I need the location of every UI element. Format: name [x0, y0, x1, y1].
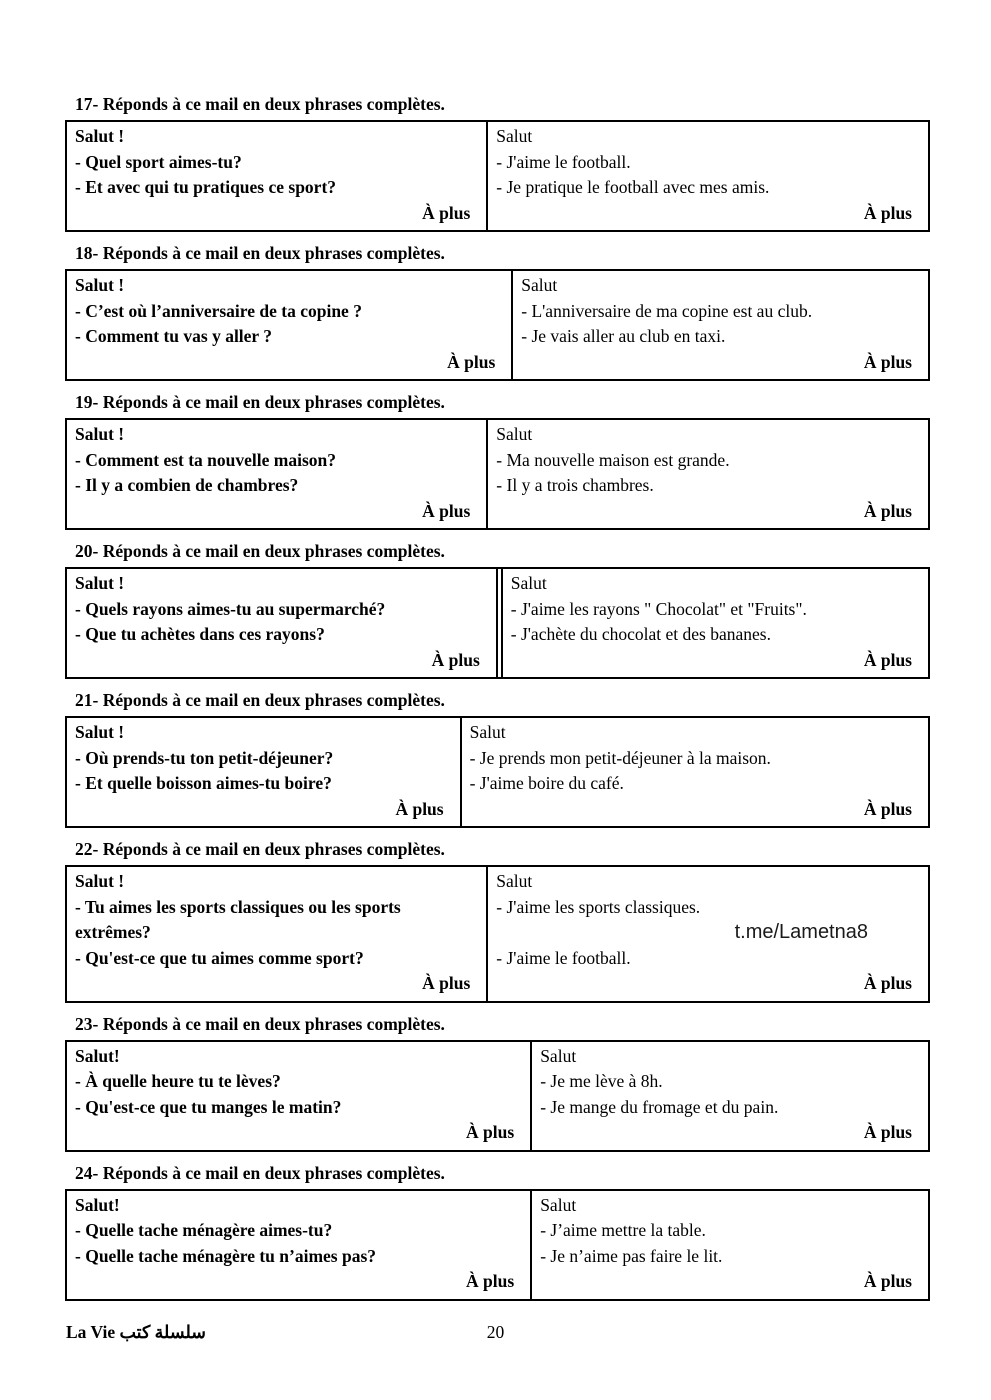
answer-line: - J'aime les rayons " Chocolat" et "Fruits".	[510, 598, 807, 619]
answer-line: - L'anniversaire de ma copine est au club.	[521, 300, 813, 321]
answer-line: - Je pratique le football avec mes amis.	[496, 177, 770, 197]
question-line: - Et quelle boisson aimes-tu boire?	[75, 773, 332, 793]
exercise-block	[65, 241, 930, 381]
answer-box	[530, 1042, 928, 1150]
exercise-block	[65, 390, 930, 530]
question-line: - Quelle tache ménagère tu n’aimes pas?	[75, 1245, 377, 1266]
answer-closing: À plus	[863, 1271, 912, 1291]
mail-table	[65, 418, 930, 530]
answer-closing: À plus	[863, 973, 912, 993]
answer-box	[486, 122, 928, 230]
answer-box	[486, 867, 928, 1001]
question-box	[67, 867, 486, 1001]
answer-line: - Ma nouvelle maison est grande.	[496, 449, 730, 470]
question-line: - À quelle heure tu te lèves?	[75, 1071, 281, 1091]
exercise-block	[65, 688, 930, 828]
answer-line: - Je prends mon petit-déjeuner à la maison.	[469, 747, 771, 768]
question-box	[67, 1042, 530, 1150]
question-line: - Qu'est-ce que tu manges le matin?	[75, 1096, 342, 1117]
answer-lines	[496, 895, 920, 972]
answer-line: - Il y a trois chambres.	[496, 475, 654, 495]
answer-line: - J'aime boire du café.	[469, 773, 624, 793]
exercise-block	[65, 837, 930, 1003]
answer-lines	[540, 1069, 920, 1120]
answer-greeting: Salut	[540, 1045, 577, 1066]
answer-line: - Je me lève à 8h.	[540, 1071, 663, 1091]
question-line: - Il y a combien de chambres?	[75, 475, 299, 495]
answer-box	[486, 420, 928, 528]
question-greeting: Salut!	[75, 1194, 120, 1215]
mail-table	[65, 1189, 930, 1301]
answer-line: - J'aime le football.	[496, 151, 631, 172]
question-box	[67, 1191, 530, 1299]
question-lines	[75, 895, 478, 972]
question-box	[67, 271, 511, 379]
answer-lines	[511, 597, 920, 648]
answer-closing: À plus	[863, 500, 912, 521]
question-box	[67, 569, 496, 677]
page-footer	[0, 1322, 991, 1346]
answer-greeting: Salut	[496, 424, 533, 444]
question-closing: À plus	[422, 500, 471, 521]
exercise-title: 24- Réponds à ce mail en deux phrases complètes.	[75, 1162, 445, 1183]
question-lines	[75, 597, 488, 648]
question-line: - Où prends-tu ton petit-déjeuner?	[75, 747, 334, 768]
question-line: - Et avec qui tu pratiques ce sport?	[75, 177, 337, 197]
mail-table	[65, 1040, 930, 1152]
exercise-list	[65, 92, 930, 1301]
answer-lines	[540, 1218, 920, 1269]
question-line: - Qu'est-ce que tu aimes comme sport?	[75, 947, 364, 968]
answer-line: - Je vais aller au club en taxi.	[521, 326, 726, 346]
answer-box	[460, 718, 928, 826]
answer-greeting: Salut	[510, 573, 547, 593]
mail-table	[65, 567, 930, 679]
question-lines	[75, 1069, 522, 1120]
question-lines	[75, 299, 503, 350]
answer-line: - Je n’aime pas faire le lit.	[540, 1245, 723, 1266]
question-lines	[75, 746, 452, 797]
question-greeting: Salut!	[75, 1045, 120, 1066]
answer-closing: À plus	[863, 351, 912, 372]
exercise-block	[65, 539, 930, 679]
exercise-block	[65, 1012, 930, 1152]
answer-greeting: Salut	[521, 275, 558, 295]
answer-box	[530, 1191, 928, 1299]
exercise-block	[65, 1161, 930, 1301]
answer-lines	[496, 150, 920, 201]
question-box	[67, 122, 486, 230]
answer-line: - J’aime mettre la table.	[540, 1220, 706, 1240]
answer-greeting: Salut	[496, 126, 533, 146]
exercise-title: 20- Réponds à ce mail en deux phrases complètes.	[75, 541, 445, 561]
question-box	[67, 420, 486, 528]
answer-lines	[521, 299, 920, 350]
answer-closing: À plus	[863, 1122, 912, 1142]
exercise-title: 17- Réponds à ce mail en deux phrases complètes.	[75, 94, 445, 114]
question-line: - Comment tu vas y aller ?	[75, 326, 273, 346]
question-box	[67, 718, 460, 826]
answer-line: - Je mange du fromage et du pain.	[540, 1096, 779, 1117]
question-line: - Quelle tache ménagère aimes-tu?	[75, 1220, 333, 1240]
page-number: 20	[486, 1322, 505, 1342]
mail-table	[65, 716, 930, 828]
answer-greeting: Salut	[540, 1194, 577, 1215]
exercise-title: 21- Réponds à ce mail en deux phrases complètes.	[75, 690, 445, 710]
question-line: - Tu aimes les sports classiques ou les sports extrêmes?	[75, 896, 401, 942]
exercise-title: 23- Réponds à ce mail en deux phrases complètes.	[75, 1013, 445, 1034]
exercise-title: 22- Réponds à ce mail en deux phrases complètes.	[75, 839, 445, 859]
footer-series-label: La Vie سلسلة كتب	[66, 1322, 206, 1342]
answer-greeting: Salut	[496, 871, 533, 891]
answer-closing: À plus	[863, 798, 912, 819]
question-closing: À plus	[466, 1122, 515, 1142]
answer-line: - J'achète du chocolat et des bananes.	[510, 624, 771, 644]
answer-lines	[470, 746, 920, 797]
question-lines	[75, 150, 478, 201]
answer-line: - J'aime le football.	[496, 947, 631, 968]
answer-box	[496, 569, 928, 677]
question-greeting: Salut !	[75, 126, 125, 146]
question-line: - Que tu achètes dans ces rayons?	[75, 624, 325, 644]
question-line: - Quels rayons aimes-tu au supermarché?	[75, 598, 386, 619]
question-greeting: Salut !	[75, 573, 125, 593]
question-closing: À plus	[422, 973, 471, 993]
exercise-title: 19- Réponds à ce mail en deux phrases complètes.	[75, 392, 445, 412]
question-greeting: Salut !	[75, 871, 125, 891]
question-line: - C’est où l’anniversaire de ta copine ?	[75, 300, 362, 321]
mail-table	[65, 269, 930, 381]
question-closing: À plus	[447, 351, 496, 372]
question-greeting: Salut !	[75, 275, 125, 295]
question-closing: À plus	[395, 798, 444, 819]
question-greeting: Salut !	[75, 722, 125, 742]
answer-closing: À plus	[863, 202, 912, 223]
mail-table	[65, 865, 930, 1003]
question-lines	[75, 1218, 522, 1269]
answer-greeting: Salut	[469, 722, 506, 742]
exercise-title: 18- Réponds à ce mail en deux phrases complètes.	[75, 243, 445, 263]
question-closing: À plus	[431, 649, 480, 670]
question-line: - Quel sport aimes-tu?	[75, 151, 242, 172]
question-closing: À plus	[422, 202, 471, 223]
answer-closing: À plus	[863, 649, 912, 670]
question-closing: À plus	[466, 1271, 515, 1291]
question-lines	[75, 448, 478, 499]
exercise-block	[65, 92, 930, 232]
answer-box	[511, 271, 928, 379]
mail-table	[65, 120, 930, 232]
answer-lines	[496, 448, 920, 499]
question-line: - Comment est ta nouvelle maison?	[75, 449, 337, 470]
question-greeting: Salut !	[75, 424, 125, 444]
watermark-text: t.me/Lametna8	[734, 921, 868, 943]
answer-line: - J'aime les sports classiques.	[496, 896, 701, 917]
